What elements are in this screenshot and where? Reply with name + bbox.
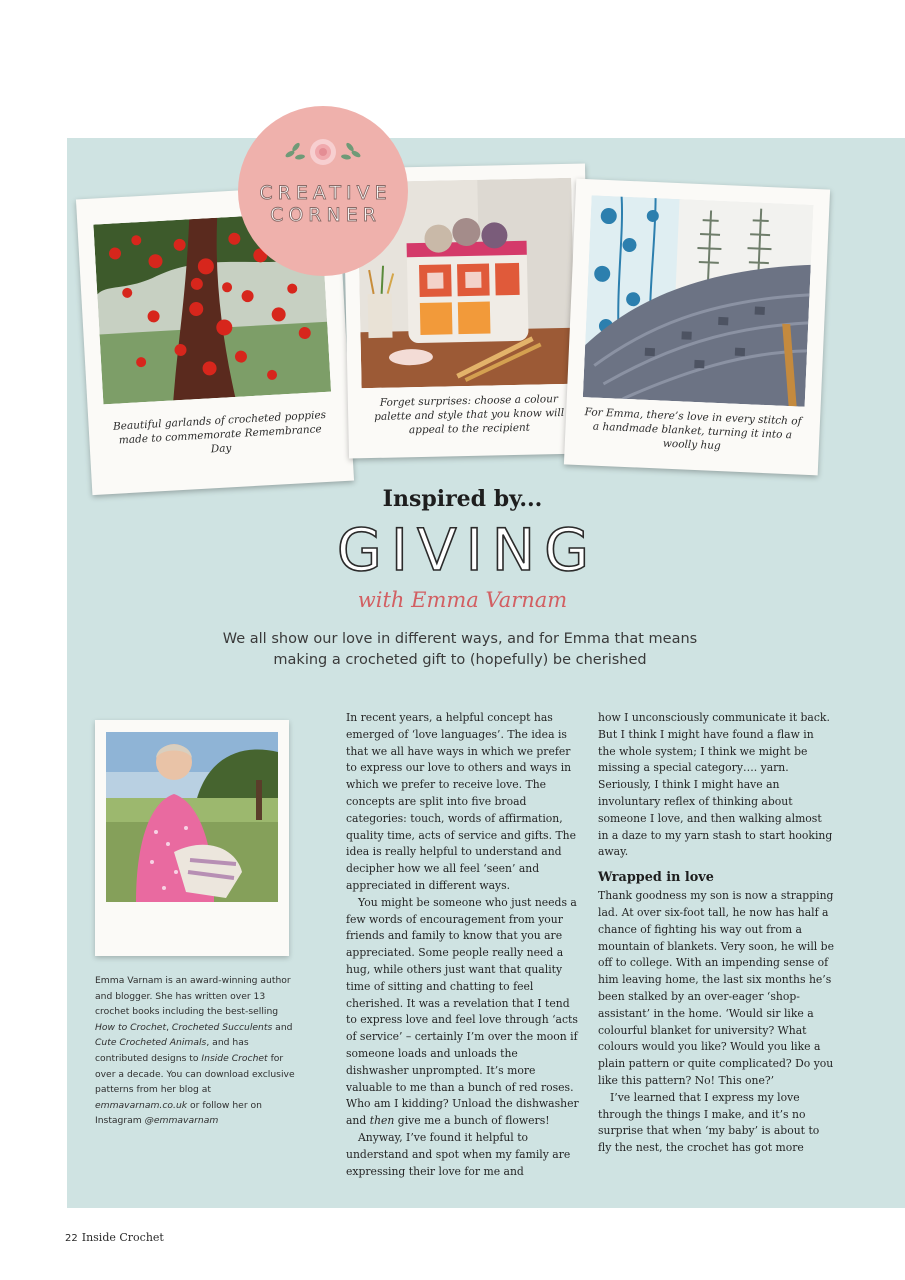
- instagram-handle[interactable]: @emmavarnam: [144, 1115, 219, 1127]
- rose-laurel-icon: [280, 132, 366, 170]
- standfirst: We all show our love in different ways, and for Emma that means making a crocheted gift to (hopefully) be cherished: [222, 631, 698, 668]
- body-paragraph: I’ve learned that I express my love through the things I make, and it’s no surprise that when ‘my baby’ is about to fly the nest, the crochet has got more: [598, 1090, 820, 1155]
- photo-caption: Beautiful garlands of crocheted poppies made to commemorate Remembrance Day: [112, 408, 327, 456]
- body-paragraph-continued: how I unconsciously communicate it back. But I think I might have found a flaw in the whole system; I think we might be missing a special category…. yarn. Seriously, I think I might have an involuntary reflex of thinking about someone I love, and then walking almost in a daze to my yarn stash to start hooking away.: [598, 711, 833, 859]
- author-image: [106, 732, 278, 902]
- body-column-2: [598, 710, 834, 1157]
- body-paragraph: In recent years, a helpful concept has emerged of ‘love languages’. The idea is that we all have ways in which we prefer to express our love to others and ways in which we prefer to receive love. The concepts are split into five broad categories: touch, words of affirmation, quality time, acts of service and gifts. The idea is really helpful to understand and decipher how we all feel ‘seen’ and appreciated in different ways.: [346, 711, 576, 892]
- body-column-1: [346, 710, 582, 1180]
- magazine-name: Inside Crochet: [81, 1231, 164, 1244]
- body-paragraph: Thank goodness my son is now a strapping lad. At over six-foot tall, he now has half a chance of fighting his way out from a mountain of blankets. Very soon, he will be off to college. With an impending sense of him leaving home, the last six months he’s been stalked by an over-eager ‘shop-assistant’ in the home. ‘Would sir like a colourful blanket for university? What colours would you like? Would you like a plain pattern or quite complicated? Do you like this pattern? No! This one?’: [598, 889, 834, 1087]
- page-number: 22: [65, 1233, 78, 1244]
- subheading: Wrapped in love: [598, 870, 714, 886]
- badge-line-2: CORNER: [270, 204, 381, 226]
- page-footer: [65, 1231, 164, 1244]
- photo-blanket: [564, 179, 830, 476]
- kicker: Inspired by...: [382, 486, 543, 512]
- author-bio: Emma Varnam is an award-winning author and blogger. She has written over 13 crochet books including the best-selling How to Crochet, Crocheted Succulents and Cute Crocheted Animals, and has contributed designs to Inside Crochet for over a decade. You can download exclusive patterns from her blog at emmavarnam.co.uk or follow her on Instagram @emmavarnam: [95, 975, 295, 1127]
- photo-caption: For Emma, there’s love in every stitch of a handmade blanket, turning it into a woolly hug: [584, 406, 802, 453]
- blog-link[interactable]: emmavarnam.co.uk: [95, 1099, 188, 1111]
- blanket-image: [583, 195, 814, 406]
- creative-corner-badge: [238, 106, 408, 276]
- page-title: GIVING: [336, 516, 599, 584]
- byline: with Emma Varnam: [357, 588, 568, 612]
- badge-line-1: CREATIVE: [259, 182, 392, 204]
- author-photo: [95, 720, 289, 956]
- body-paragraph: Anyway, I’ve found it helpful to understand and spot when my family are expressing their love for me and: [346, 1130, 571, 1178]
- photo-caption: Forget surprises: choose a colour palette and style that you know will appeal to the recipient: [374, 393, 565, 437]
- body-paragraph: You might be someone who just needs a few words of encouragement from your friends and family to know that you are appreciated. Some people really need a hug, while others just want that quality time of sitting and chatting to feel cherished. It was a revelation that I tend to express love and feel love through ‘acts of service’ – certainly I’m over the moon if someone loads and unloads the dishwasher unprompted. It’s more valuable to me than a bunch of red roses. Who am I kidding? Unload the dishwasher and then give me a bunch of flowers!: [346, 895, 579, 1128]
